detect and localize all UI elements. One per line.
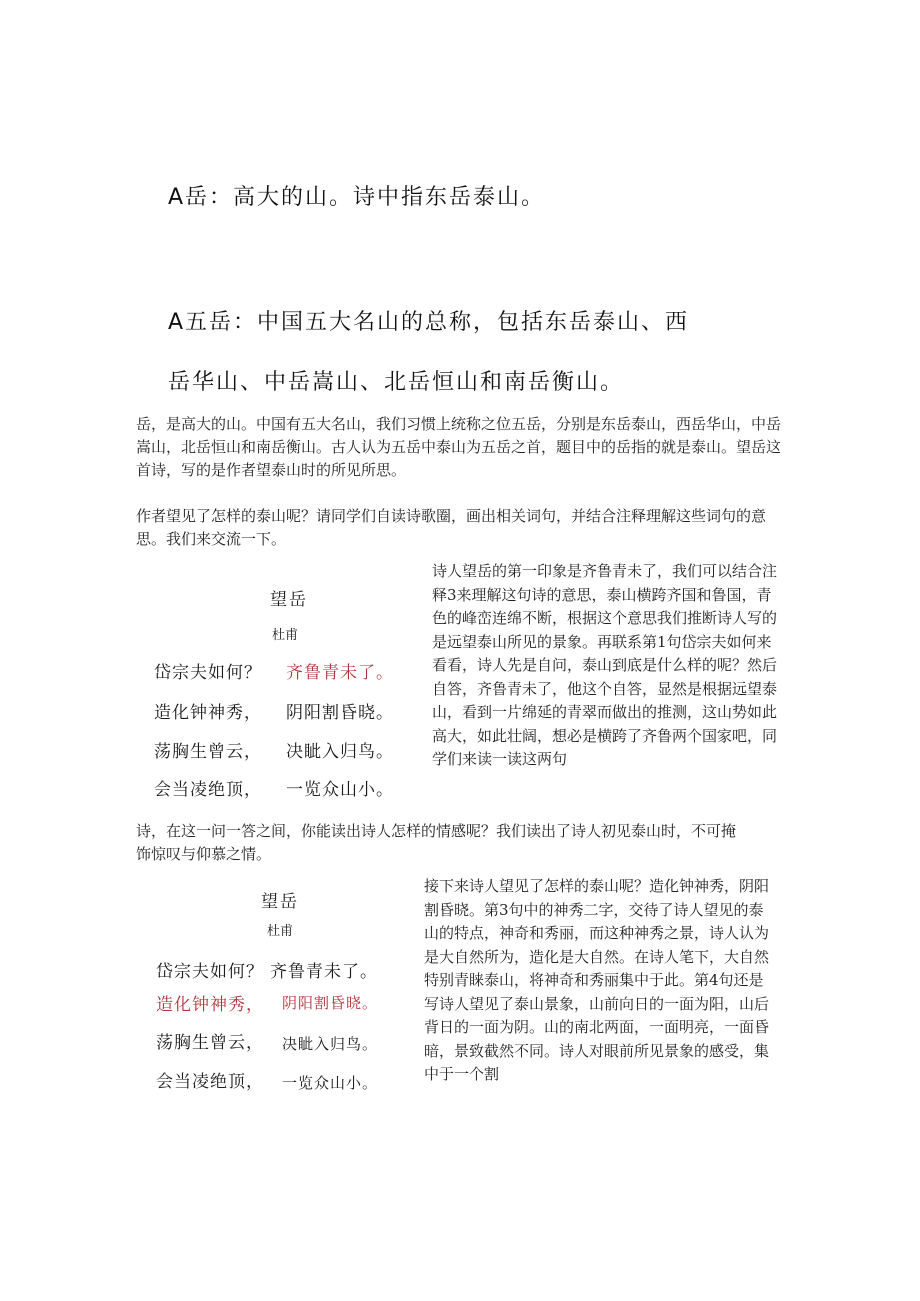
poem-2-line-3b: 决眦入归鸟。 [282,1035,379,1053]
poem-2-line-1b: 齐鲁青未了。 [270,962,378,982]
poem-1 [140,585,430,643]
poem-author: 杜甫 [271,628,298,643]
poem-1-line-2a: 造化钟神秀， [154,703,262,723]
poem-2-line-4a: 会当凌绝顶， [156,1072,264,1092]
poem-2-line-4b: 一览众山小。 [282,1074,379,1092]
question-paragraph: 作者望见了怎样的泰山呢？请同学们自读诗歌圈，画出相关词句，并结合注释理解这些词句的意思。我们来交流一下。 [136,507,767,548]
poem-title: 望岳 [261,892,299,912]
poem-1-line-1a: 岱宗夫如何？ [154,663,262,683]
poem-1-line-1b: 齐鲁青未了。 [286,663,394,683]
emotion-paragraph: 诗，在这一问一答之间，你能读出诗人怎样的情感呢？我们读出了诗人初见泰山时，不可掩饰惊叹与仰慕之情。 [136,822,737,863]
commentary-2: 接下来诗人望见了怎样的泰山呢？造化钟神秀，阴阳割昏晓。第3句中的神秀二字，交待了诗人望见的泰山的特点，神奇和秀丽，而这种神秀之景，诗人认为是大自然所为，造化是大自然。在诗人笔下，大自然特别青睐泰山，将神奇和秀丽集中于此。第4句还是写诗人望见了泰山景象，山前向日的一面为阳，山后背日的一面为阴。山的南北两面，一面明亮，一面昏暗，景致截然不同。诗人对眼前所见景象的感受，集中于一个割 [424,877,770,1083]
poem-1-line-3a: 荡胸生曾云， [154,742,262,762]
intro-paragraph: 岳，是高大的山。中国有五大名山，我们习惯上统称之位五岳，分别是东岳泰山，西岳华山，中岳嵩山，北岳恒山和南岳衡山。古人认为五岳中泰山为五岳之首，题目中的岳指的就是泰山。望岳这首诗，写的是作者望泰山时的所见所思。 [136,415,782,479]
commentary-1: 诗人望岳的第一印象是齐鲁青未了，我们可以结合注释3来理解这句诗的意思，泰山横跨齐国和鲁国，青色的峰峦连绵不断，根据这个意思我们推断诗人写的是远望泰山所见的景象。再联系第1句岱宗夫如何来看看，诗人先是自问，泰山到底是什么样的呢？然后自答，齐鲁青未了，他这个自答，显然是根据远望泰山，看到一片绵延的青翠而做出的推测，这山势如此高大，如此壮阔，想必是横跨了齐鲁两个国家吧，同学们来读一读这两句 [432,562,778,768]
poem-1-line-3b: 决眦入归鸟。 [286,742,394,762]
poem-2-line-2a: 造化钟神秀， [156,995,264,1015]
poem-title: 望岳 [270,590,308,610]
poem-2 [140,887,420,939]
definition-yue: A岳：高大的山。诗中指东岳泰山。 [168,185,546,210]
poem-2-line-1a: 岱宗夫如何？ [156,962,264,982]
definition-wuyue-line2: 岳华山、中岳嵩山、北岳恒山和南岳衡山。 [168,370,625,395]
definition-wuyue-line1: A五岳：中国五大名山的总称，包括东岳泰山、西 [168,310,690,335]
poem-1-line-2b: 阴阳割昏晓。 [286,703,394,723]
poem-2-line-3a: 荡胸生曾云， [156,1033,264,1053]
poem-1-line-4a: 会当凌绝顶， [154,780,262,800]
poem-author: 杜甫 [266,924,293,939]
poem-2-line-2b: 阴阳割昏晓。 [282,994,379,1012]
poem-1-line-4b: 一览众山小。 [286,780,394,800]
